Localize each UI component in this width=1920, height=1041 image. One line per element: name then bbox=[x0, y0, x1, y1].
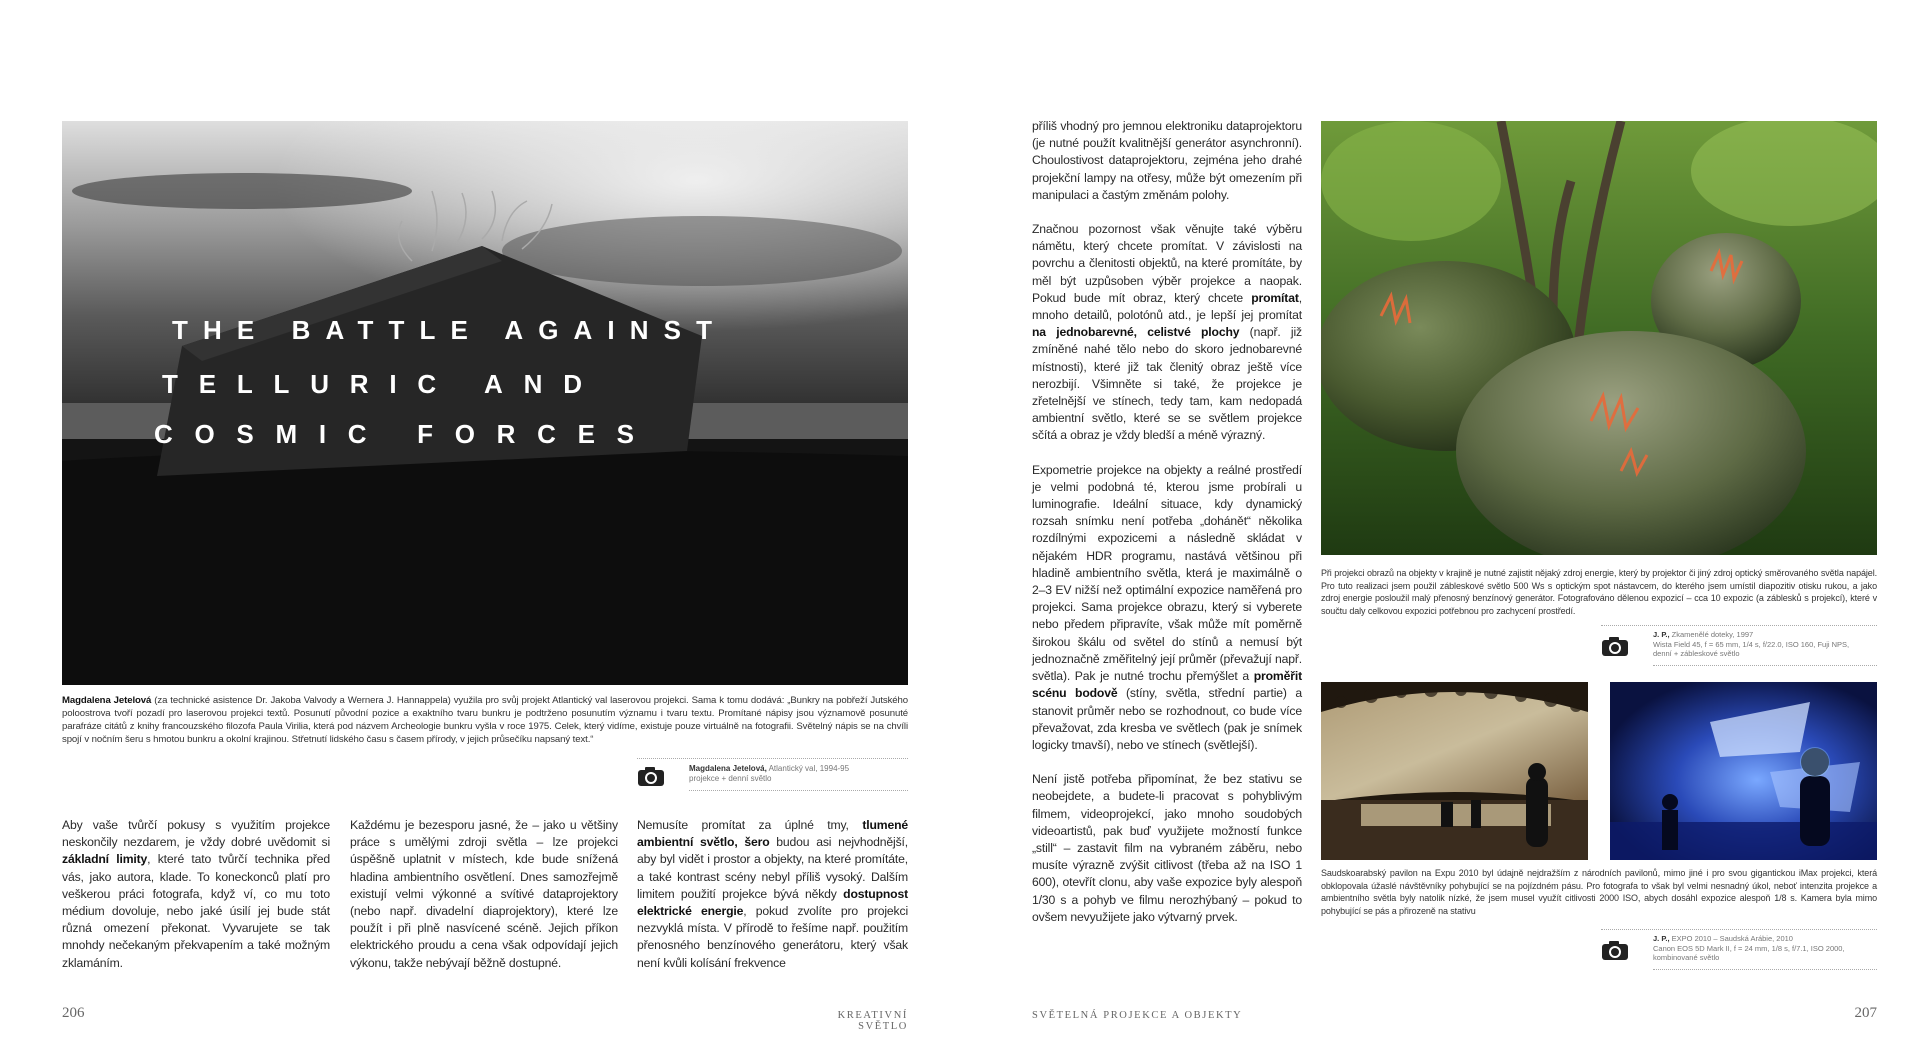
credit-author: J. P., bbox=[1653, 630, 1670, 639]
caption-text: (za technické asistence Dr. Jakoba Valvody a Wernera J. Hannappela) využila pro svůj projekt Atlantický val laserovou projekci. Sama k tomu dodává: „Bunkry na pobřeží Jutského poloostrova tvoří pozadí pro laserovou projekci textů. Posunutí původní pozice a exaktního tvaru bunkru je podtrženo posunutím významu i tvaru textu. Promítané nápisy jsou významově posunuté parafráze citátů z knihy francouzského filozofa Paula Virilia, která pod názvem Archeologie bunkru vyšla v roce 1975. Celek, který vidíme, existuje pouze virtuálně na fotografii. Světelný nápis se na chvíli spojí v nočním šeru s hmotou bunkru a okolní krajinou. Střetnutí lidského času s časem přírody, v jejich průsečíku napsaný text.“ bbox=[62, 695, 908, 745]
emphasis-span: proměřit scénu bodově bbox=[1032, 669, 1302, 701]
credit-details: kombinované světlo bbox=[1653, 953, 1720, 962]
credit-details: Wista Field 45, f = 65 mm, 1/4 s, f/22.0, ISO 160, Fuji NPS, bbox=[1653, 639, 1850, 649]
pavilion-caption: Saudskoarabský pavilon na Expu 2010 byl údajně nejdražším z národních pavilonů, mimo jiné i pro svou gigantickou iMax projekci, která obklopovala úžaslé návštěvníky pohybující se na pojízdném pásu. Pro fotografa to však byl velmi nesnadný úkol, neboť intenzita projekce a ambientního světla byly natolik nízké, že jsem musel využít citlivosti 2000 ISO, abych dosáhl expozice alespoň 1/8 s. Kamera byla mimo pohybující se pás a přirozeně na stativu bbox=[1321, 868, 1877, 916]
emphasis-span: základní limity bbox=[62, 852, 148, 867]
credit-details: projekce + denní světlo bbox=[689, 774, 772, 783]
light-text-line-3: COSMIC FORCES bbox=[154, 419, 634, 449]
text-span: , které tato tvůrčí technika před vás, jako autora, klade. To koneckonců platí pro veškerou práci fotografa, když ví, co mu toto médium dovoluje, nebo jaké úsilí jej bude stát různá omezení překonat. Vyvarujete se tak mnohdy nečekaným překvapením a také možným zklamáním. bbox=[62, 852, 330, 970]
credit-title: Atlantický val, 1994-95 bbox=[768, 764, 850, 773]
rocks-caption: Při projekci obrazů na objekty v krajině je nutné zajistit nějaký zdroj energie, který by projektor či jiný zdroj optický směrovaného světla napájel. Pro tuto realizaci jsem použil zábleskové světlo 500 Ws s optickým spot nástavcem, do kterého jsem umístil diapozitiv otisku rukou, a jako zdroj energie posloužil malý přenosný benzínový generátor. Fotografováno dělenou expozicí – cca 10 expozic (a záblesků s projekcí), které v součtu daly celkovou expozici potřebnou pro zachycení prostředí. bbox=[1321, 568, 1877, 616]
text-span: Značnou pozornost však věnujte také výběru námětu, který chcete promítat. V závislosti na povrchu a členitosti objektů, na které promítáte, by měl být uzpůsoben výběr projekce a naopak. Pokud bude mít obraz, který chcete bbox=[1032, 222, 1302, 305]
emphasis-span: promítat bbox=[1251, 290, 1299, 305]
camera-icon bbox=[1601, 939, 1629, 961]
text-span: (např. již zmíněné nahé tělo nebo do skoro jednobarevné místnosti), které již tak členitý obraz ještě více nerozbijí. Všimněte si také, že projekce je zřetelnější ve stínech, tedy tam, kam nedopadá ambientní světlo, které se se světlem projekce sčítá a obraz je vždy bledší a méně výrazný. bbox=[1032, 325, 1302, 443]
left-column-2 bbox=[350, 817, 618, 989]
light-text-line-1: THE BATTLE AGAINST bbox=[172, 315, 712, 345]
text-span: Aby vaše tvůrčí pokusy s využitím projekce neskončily nezdarem, je vždy dobré uvědomit si bbox=[62, 818, 330, 850]
pavilion-photo-right bbox=[1610, 682, 1877, 860]
camera-icon bbox=[1601, 635, 1629, 657]
right-text-column bbox=[1032, 118, 1302, 943]
page-number-right: 207 bbox=[1854, 1005, 1877, 1021]
bunker-credit bbox=[637, 758, 908, 792]
credit-author: J. P., bbox=[1653, 934, 1670, 943]
left-column-3 bbox=[637, 817, 908, 989]
emphasis-span: dostupnost elektrické energie bbox=[637, 886, 908, 919]
text-span: Nemusíte promítat za úplné tmy, bbox=[637, 818, 863, 832]
text-span: , pokud zvolíte pro projekci nezvyklá místa. V přírodě to řešíme např. použitím přenosného benzínového generátoru, který však není kvůli kolísání frekvence bbox=[637, 904, 909, 970]
rocks-photo bbox=[1321, 121, 1877, 555]
credit-title: EXPO 2010 – Saudská Arábie, 2010 bbox=[1671, 934, 1793, 943]
page-number-left: 206 bbox=[62, 1005, 85, 1021]
caption-author-name: Magdalena Jetelová bbox=[62, 695, 152, 706]
text-span: (stíny, světla, střední partie) a stanovit průměr nebo se rozhodnout, co bude více převažovat, zda kresba ve světlech (pak je snímek logicky tmavší), nebo ve stínech (světlejší). bbox=[1032, 686, 1302, 752]
paragraph: Není jistě potřeba připomínat, že bez stativu se neobejdete, a budete-li pracovat s pohyblivým filmem, videoprojekcí, jako mnoho soudobých videoartistů, pak buď využijete možností funkce „still“ – zastavit film na vybraném záběru, nebo musíte výrazně zvýšit citlivost (třeba až na ISO 1 600), otevřít clonu, aby vaše expozice byly alespoň 1/30 s a pohyb ve filmu nerozhýbaný – pokud to ovšem nevyužijete jako výtvarný prvek. bbox=[1032, 772, 1302, 924]
paragraph: Každému je bezesporu jasné, že – jako u většiny práce s umělými zdroji světla – lze projekci úspěšně uplatnit v místech, kde bude snížená hladina ambientního osvětlení. Dnes samozřejmě existují velmi výkonné a svítivé dataprojektory (nebo např. divadelní diaprojektory), které lze použít i při plně nasvícené scéně. Jejich příkon elektrického proudu a cena však odpovídají jejich výkonu, takže nebývají běžně dostupné. bbox=[350, 818, 618, 970]
text-span: Expometrie projekce na objekty a reálné prostředí je velmi podobná té, kterou jsme probírali u luminografie. Ideální situace, kdy dynamický rozsah snímku není potřeba „dohánět“ několika rozdílnými expozicemi a následně skládat v nějakém HDR programu, nastává většinou při hladině ambientního světla, která je maximálně o 2–3 EV nižší než optimální expozice naměřená pro projekci. Sama projekce obrazu, který si vyberete nebo předem připravíte, však může mít poměrně širokou škálu od světel do stínů a nemusí být jednoznačně změřitelný její průměr (převažují např. světla). Pak je nutné trochu přemýšlet a bbox=[1032, 462, 1302, 684]
text-span: budou asi nejvhodnější, aby byl vidět i prostor a objekty, na které promítáte, a také kontrast scény nebyl příliš vysoký. Dalším limitem použití projekce bývá někdy bbox=[637, 835, 908, 901]
bunker-photo bbox=[62, 121, 908, 685]
credit-details: Canon EOS 5D Mark II, f = 24 mm, 1/8 s, f/7.1, ISO 2000, bbox=[1653, 943, 1845, 953]
paragraph: příliš vhodný pro jemnou elektroniku dataprojektoru (je nutné použít kvalitnější generátor asynchronní). Choulostivost dataprojektoru, zejména jeho drahé projekční lampy na otřesy, může být omezením při manipulaci a častým změnám polohy. bbox=[1032, 119, 1302, 202]
light-text-line-2: TELLURIC AND bbox=[162, 369, 582, 399]
emphasis-span: tlumené ambientní světlo, šero bbox=[637, 818, 908, 850]
credit-title: Zkamenělé doteky, 1997 bbox=[1671, 630, 1754, 639]
running-head-right: SVĚTELNÁ PROJEKCE A OBJEKTY bbox=[1032, 1010, 1243, 1021]
left-column-1 bbox=[62, 817, 330, 989]
credit-details: denní + zábleskové světlo bbox=[1653, 649, 1740, 658]
pavilion-credit bbox=[1601, 929, 1877, 969]
rocks-credit bbox=[1601, 625, 1877, 665]
credit-author: Magdalena Jetelová, bbox=[689, 764, 767, 773]
text-span: , mnoho detailů, polotónů atd., je lepší jej promítat bbox=[1032, 290, 1302, 323]
pavilion-photo-left bbox=[1321, 682, 1588, 860]
camera-icon bbox=[637, 765, 665, 787]
emphasis-span: na jednobarevné, celistvé plochy bbox=[1032, 325, 1240, 340]
running-head-left: KREATIVNÍ SVĚTLO bbox=[837, 1010, 908, 1032]
bunker-caption bbox=[62, 694, 908, 746]
